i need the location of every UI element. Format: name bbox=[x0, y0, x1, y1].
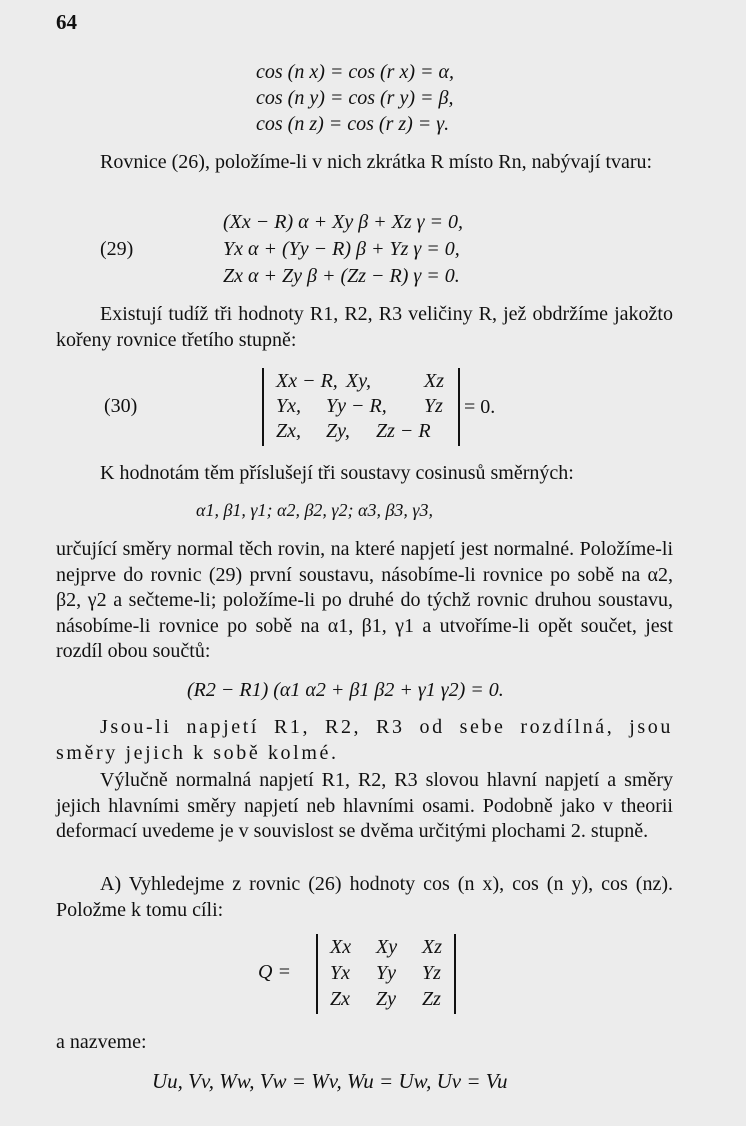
paragraph-existuji: Existují tudíž tři hodnoty R1, R2, R3 veličiny R, jež obdržíme jakožto kořeny rovnice třetího stupně: bbox=[56, 303, 673, 351]
equation-cos-ny: cos (n y) = cos (r y) = β, bbox=[256, 87, 454, 109]
page-number: 64 bbox=[56, 10, 77, 34]
det30-cell-1-3: Xz bbox=[424, 370, 444, 392]
detq-cell-3-2: Zy bbox=[376, 988, 396, 1010]
equation-label-29: (29) bbox=[100, 238, 134, 260]
equation-29-line-3: Zx α + Zy β + (Zz − R) γ = 0. bbox=[223, 265, 460, 287]
equation-label-30: (30) bbox=[104, 395, 138, 417]
detq-cell-2-2: Yy bbox=[376, 962, 396, 984]
determinant-30 bbox=[262, 368, 460, 446]
det30-cell-2-2: Yy − R, bbox=[326, 395, 387, 417]
equation-difference: (R2 − R1) (α1 α2 + β1 β2 + γ1 γ2) = 0. bbox=[187, 679, 504, 701]
detq-cell-1-3: Xz bbox=[422, 936, 442, 958]
equation-29-line-1: (Xx − R) α + Xy β + Xz γ = 0, bbox=[223, 211, 464, 233]
equation-29-line-2: Yx α + (Yy − R) β + Yz γ = 0, bbox=[223, 238, 460, 260]
det30-cell-2-3: Yz bbox=[424, 395, 443, 417]
equation-cos-nz: cos (n z) = cos (r z) = γ. bbox=[256, 113, 450, 135]
equation-cos-nx: cos (n x) = cos (r x) = α, bbox=[256, 61, 454, 83]
detq-cell-3-1: Zx bbox=[330, 988, 350, 1010]
cosine-sets: α1, β1, γ1; α2, β2, γ2; α3, β3, γ3, bbox=[196, 500, 434, 520]
determinant-q bbox=[316, 934, 456, 1014]
det30-cell-3-2: Zy, bbox=[326, 420, 350, 442]
paragraph-a-nazveme: a nazveme: bbox=[56, 1031, 147, 1053]
paragraph-rovnice: Rovnice (26), položíme-li v nich zkrátka R místo Rn, nabývají tvaru: bbox=[100, 151, 653, 173]
detq-cell-1-1: Xx bbox=[330, 936, 352, 958]
paragraph-k-hodnotam: K hodnotám těm příslušejí tři soustavy cosinusů směrných: bbox=[100, 462, 574, 484]
equation-q-lhs: Q = bbox=[258, 961, 291, 983]
det30-cell-1-1: Xx − R, bbox=[276, 370, 338, 392]
paragraph-urcujici: určující směry normal těch rovin, na které napjetí jest normalné. Položíme-li nejprve do rovnic (29) první soustavu, násobíme-li rovnice po sobě na α2, β2, γ2 a sečteme-li; položíme-li po druhé do týchž rovnic druhou soustavu, násobíme-li rovnice po sobě na α1, β1, γ1 a utvoříme-li opět součet, jest rozdíl obou součtů: bbox=[56, 538, 673, 662]
detq-cell-2-1: Yx bbox=[330, 962, 350, 984]
equation-last: Uu, Vv, Ww, Vw = Wv, Wu = Uw, Uv = Vu bbox=[152, 1069, 508, 1093]
det30-cell-2-1: Yx, bbox=[276, 395, 301, 417]
detq-cell-2-3: Yz bbox=[422, 962, 441, 984]
equation-30-rhs: = 0. bbox=[464, 396, 496, 418]
det30-cell-3-3: Zz − R bbox=[376, 420, 431, 442]
detq-cell-3-3: Zz bbox=[422, 988, 441, 1010]
paragraph-jsou-li: Jsou-li napjetí R1, R2, R3 od sebe rozdílná, jsou směry jejich k sobě kolmé. bbox=[56, 716, 673, 764]
detq-cell-1-2: Xy bbox=[376, 936, 398, 958]
paragraph-vyhledejme: A) Vyhledejme z rovnic (26) hodnoty cos (n x), cos (n y), cos (nz). Položme k tomu cíli: bbox=[56, 873, 673, 921]
det30-cell-1-2: Xy, bbox=[346, 370, 371, 392]
paragraph-vylucne: Výlučně normalná napjetí R1, R2, R3 slovou hlavní napjetí a směry jejich hlavními směry napjetí neb hlavními osami. Podobně jako v theorii deformací uvedeme je v souvislost se dvěma určitými plochami 2. stupně. bbox=[56, 769, 673, 842]
det30-cell-3-1: Zx, bbox=[276, 420, 301, 442]
